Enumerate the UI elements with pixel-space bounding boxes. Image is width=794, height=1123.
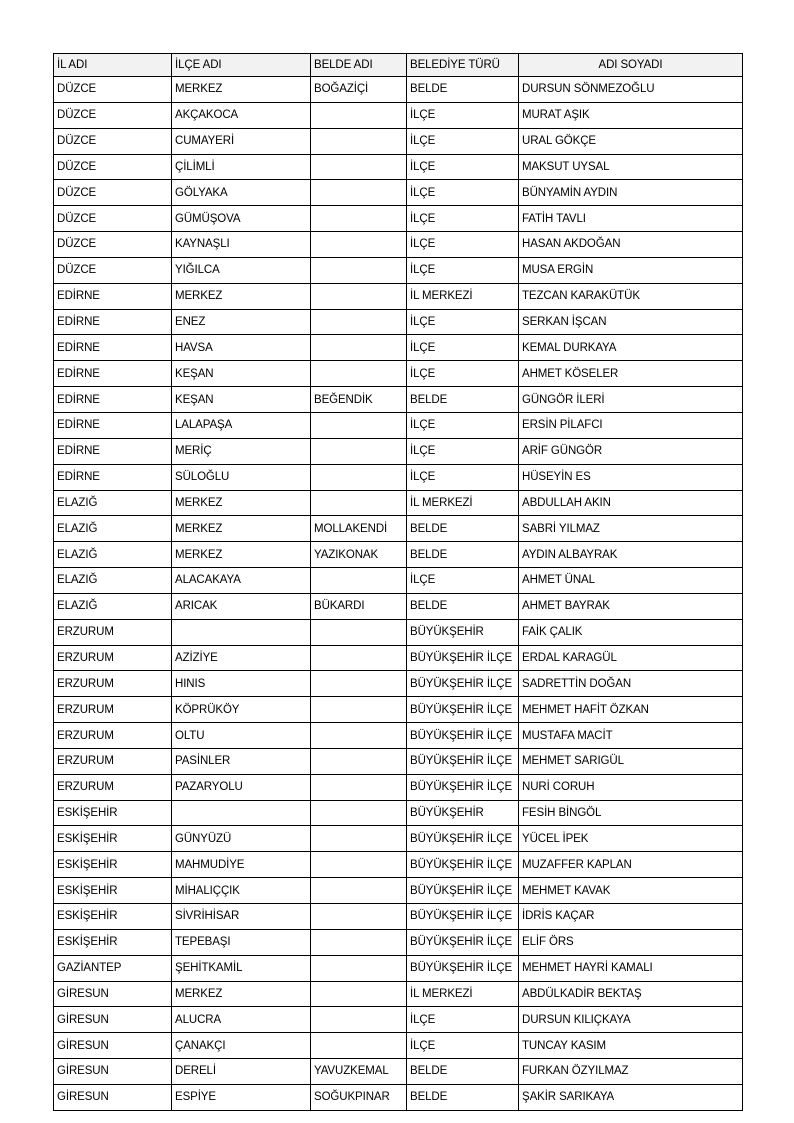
- cell-ilce-adi: PAZARYOLU: [172, 774, 311, 800]
- cell-belde-adi: BOĞAZİÇİ: [311, 77, 407, 103]
- cell-adi-soyadi: ABDÜLKADİR BEKTAŞ: [519, 981, 743, 1007]
- cell-adi-soyadi: ELİF ÖRS: [519, 929, 743, 955]
- cell-adi-soyadi: TEZCAN KARAKÜTÜK: [519, 283, 743, 309]
- cell-ilce-adi: LALAPAŞA: [172, 412, 311, 438]
- cell-belde-adi: MOLLAKENDİ: [311, 516, 407, 542]
- cell-il-adi: GİRESUN: [54, 1007, 172, 1033]
- cell-adi-soyadi: MEHMET HAFİT ÖZKAN: [519, 697, 743, 723]
- cell-ilce-adi: SİVRİHİSAR: [172, 904, 311, 930]
- cell-belde-adi: [311, 568, 407, 594]
- header-belediye-turu: BELEDİYE TÜRÜ: [407, 54, 519, 77]
- cell-ilce-adi: ÇİLİMLİ: [172, 154, 311, 180]
- cell-il-adi: EDİRNE: [54, 361, 172, 387]
- cell-belediye-turu: İLÇE: [407, 128, 519, 154]
- cell-adi-soyadi: HASAN AKDOĞAN: [519, 232, 743, 258]
- cell-belde-adi: [311, 800, 407, 826]
- table-row: [54, 232, 743, 258]
- cell-il-adi: ERZURUM: [54, 645, 172, 671]
- cell-il-adi: ESKİŞEHİR: [54, 826, 172, 852]
- cell-ilce-adi: ENEZ: [172, 309, 311, 335]
- cell-ilce-adi: SÜLOĞLU: [172, 464, 311, 490]
- cell-adi-soyadi: SERKAN İŞCAN: [519, 309, 743, 335]
- cell-adi-soyadi: YÜCEL İPEK: [519, 826, 743, 852]
- cell-il-adi: EDİRNE: [54, 438, 172, 464]
- cell-ilce-adi: OLTU: [172, 723, 311, 749]
- cell-belediye-turu: BÜYÜKŞEHİR İLÇE: [407, 748, 519, 774]
- cell-il-adi: EDİRNE: [54, 335, 172, 361]
- cell-adi-soyadi: AHMET KÖSELER: [519, 361, 743, 387]
- cell-ilce-adi: GÜNYÜZÜ: [172, 826, 311, 852]
- cell-belde-adi: [311, 697, 407, 723]
- cell-adi-soyadi: MUZAFFER KAPLAN: [519, 852, 743, 878]
- table-row: [54, 748, 743, 774]
- cell-adi-soyadi: NURİ CORUH: [519, 774, 743, 800]
- table-row: [54, 774, 743, 800]
- cell-belediye-turu: BÜYÜKŞEHİR İLÇE: [407, 645, 519, 671]
- header-row: [54, 54, 743, 77]
- cell-belde-adi: YAVUZKEMAL: [311, 1059, 407, 1085]
- cell-adi-soyadi: URAL GÖKÇE: [519, 128, 743, 154]
- cell-belediye-turu: BELDE: [407, 387, 519, 413]
- cell-il-adi: DÜZCE: [54, 102, 172, 128]
- table-row: [54, 593, 743, 619]
- cell-belde-adi: [311, 955, 407, 981]
- table-body: [54, 77, 743, 1111]
- cell-belediye-turu: İLÇE: [407, 102, 519, 128]
- cell-belediye-turu: BELDE: [407, 1084, 519, 1110]
- cell-belde-adi: [311, 748, 407, 774]
- cell-il-adi: EDİRNE: [54, 387, 172, 413]
- cell-ilce-adi: MERKEZ: [172, 490, 311, 516]
- cell-belediye-turu: BÜYÜKŞEHİR İLÇE: [407, 723, 519, 749]
- cell-belediye-turu: İL MERKEZİ: [407, 981, 519, 1007]
- table-row: [54, 671, 743, 697]
- cell-belediye-turu: BÜYÜKŞEHİR İLÇE: [407, 904, 519, 930]
- cell-belde-adi: BÜKARDI: [311, 593, 407, 619]
- table-row: [54, 619, 743, 645]
- cell-il-adi: ERZURUM: [54, 723, 172, 749]
- cell-belde-adi: [311, 154, 407, 180]
- cell-adi-soyadi: ABDULLAH AKIN: [519, 490, 743, 516]
- cell-ilce-adi: ÇANAKÇI: [172, 1033, 311, 1059]
- cell-il-adi: ERZURUM: [54, 748, 172, 774]
- cell-ilce-adi: GÜMÜŞOVA: [172, 206, 311, 232]
- mayors-table: [53, 53, 743, 1111]
- cell-ilce-adi: MERKEZ: [172, 77, 311, 103]
- cell-belde-adi: [311, 490, 407, 516]
- cell-belediye-turu: BÜYÜKŞEHİR İLÇE: [407, 929, 519, 955]
- cell-belde-adi: [311, 232, 407, 258]
- cell-il-adi: EDİRNE: [54, 283, 172, 309]
- table-row: [54, 387, 743, 413]
- cell-belde-adi: [311, 852, 407, 878]
- cell-belediye-turu: İLÇE: [407, 309, 519, 335]
- cell-adi-soyadi: HÜSEYİN ES: [519, 464, 743, 490]
- cell-ilce-adi: MİHALIÇÇIK: [172, 878, 311, 904]
- cell-adi-soyadi: TUNCAY KASIM: [519, 1033, 743, 1059]
- cell-belde-adi: SOĞUKPINAR: [311, 1084, 407, 1110]
- table-row: [54, 904, 743, 930]
- header-belde-adi: BELDE ADI: [311, 54, 407, 77]
- cell-belediye-turu: İLÇE: [407, 1007, 519, 1033]
- cell-il-adi: DÜZCE: [54, 180, 172, 206]
- cell-belde-adi: [311, 826, 407, 852]
- cell-belediye-turu: BELDE: [407, 516, 519, 542]
- cell-ilce-adi: DERELİ: [172, 1059, 311, 1085]
- cell-il-adi: DÜZCE: [54, 232, 172, 258]
- cell-adi-soyadi: FAİK ÇALIK: [519, 619, 743, 645]
- cell-il-adi: ESKİŞEHİR: [54, 929, 172, 955]
- table-row: [54, 1007, 743, 1033]
- cell-belediye-turu: BÜYÜKŞEHİR İLÇE: [407, 878, 519, 904]
- cell-ilce-adi: CUMAYERİ: [172, 128, 311, 154]
- cell-belde-adi: [311, 128, 407, 154]
- cell-belediye-turu: İLÇE: [407, 568, 519, 594]
- cell-ilce-adi: YIĞILCA: [172, 257, 311, 283]
- cell-adi-soyadi: DURSUN KILIÇKAYA: [519, 1007, 743, 1033]
- cell-belediye-turu: İLÇE: [407, 335, 519, 361]
- table-row: [54, 102, 743, 128]
- table-row: [54, 516, 743, 542]
- cell-ilce-adi: HINIS: [172, 671, 311, 697]
- cell-belde-adi: YAZIKONAK: [311, 542, 407, 568]
- cell-belde-adi: [311, 412, 407, 438]
- cell-ilce-adi: [172, 800, 311, 826]
- table-row: [54, 981, 743, 1007]
- table-row: [54, 180, 743, 206]
- cell-belde-adi: [311, 283, 407, 309]
- cell-belde-adi: [311, 102, 407, 128]
- cell-ilce-adi: HAVSA: [172, 335, 311, 361]
- cell-il-adi: EDİRNE: [54, 309, 172, 335]
- cell-ilce-adi: MERKEZ: [172, 516, 311, 542]
- table-row: [54, 1033, 743, 1059]
- table-row: [54, 568, 743, 594]
- table-row: [54, 852, 743, 878]
- cell-belediye-turu: İLÇE: [407, 438, 519, 464]
- table-row: [54, 257, 743, 283]
- cell-il-adi: GİRESUN: [54, 1084, 172, 1110]
- header-adi-soyadi: ADI SOYADI: [519, 54, 743, 77]
- cell-belediye-turu: BÜYÜKŞEHİR İLÇE: [407, 955, 519, 981]
- cell-belde-adi: [311, 180, 407, 206]
- cell-il-adi: DÜZCE: [54, 77, 172, 103]
- cell-adi-soyadi: MURAT AŞIK: [519, 102, 743, 128]
- cell-il-adi: GİRESUN: [54, 1059, 172, 1085]
- table-header: [54, 54, 743, 77]
- cell-il-adi: ELAZIĞ: [54, 490, 172, 516]
- cell-belde-adi: [311, 929, 407, 955]
- cell-ilce-adi: ALACAKAYA: [172, 568, 311, 594]
- cell-il-adi: ERZURUM: [54, 774, 172, 800]
- cell-il-adi: ERZURUM: [54, 619, 172, 645]
- table-row: [54, 1059, 743, 1085]
- cell-ilce-adi: AZİZİYE: [172, 645, 311, 671]
- cell-adi-soyadi: ERDAL KARAGÜL: [519, 645, 743, 671]
- cell-belediye-turu: İLÇE: [407, 1033, 519, 1059]
- cell-belde-adi: [311, 774, 407, 800]
- cell-ilce-adi: ESPİYE: [172, 1084, 311, 1110]
- cell-belediye-turu: BÜYÜKŞEHİR İLÇE: [407, 774, 519, 800]
- cell-belde-adi: [311, 723, 407, 749]
- table-row: [54, 361, 743, 387]
- cell-belde-adi: [311, 335, 407, 361]
- cell-belde-adi: [311, 619, 407, 645]
- cell-adi-soyadi: FATİH TAVLI: [519, 206, 743, 232]
- cell-adi-soyadi: AHMET BAYRAK: [519, 593, 743, 619]
- cell-belediye-turu: BELDE: [407, 542, 519, 568]
- header-il-adi: İL ADI: [54, 54, 172, 77]
- cell-belde-adi: [311, 1007, 407, 1033]
- cell-ilce-adi: MAHMUDİYE: [172, 852, 311, 878]
- cell-adi-soyadi: MEHMET SARIGÜL: [519, 748, 743, 774]
- table-row: [54, 283, 743, 309]
- table-row: [54, 645, 743, 671]
- table-row: [54, 878, 743, 904]
- header-ilce-adi: İLÇE ADI: [172, 54, 311, 77]
- cell-adi-soyadi: AHMET ÜNAL: [519, 568, 743, 594]
- cell-belediye-turu: BELDE: [407, 1059, 519, 1085]
- cell-ilce-adi: ALUCRA: [172, 1007, 311, 1033]
- table-row: [54, 464, 743, 490]
- cell-belde-adi: [311, 361, 407, 387]
- table-row: [54, 206, 743, 232]
- cell-ilce-adi: KÖPRÜKÖY: [172, 697, 311, 723]
- table-row: [54, 128, 743, 154]
- table-row: [54, 77, 743, 103]
- table-row: [54, 1084, 743, 1110]
- cell-ilce-adi: AKÇAKOCA: [172, 102, 311, 128]
- cell-adi-soyadi: İDRİS KAÇAR: [519, 904, 743, 930]
- table-row: [54, 412, 743, 438]
- table-row: [54, 490, 743, 516]
- cell-belde-adi: [311, 206, 407, 232]
- cell-belediye-turu: BÜYÜKŞEHİR: [407, 800, 519, 826]
- cell-belediye-turu: BÜYÜKŞEHİR İLÇE: [407, 852, 519, 878]
- cell-ilce-adi: KEŞAN: [172, 361, 311, 387]
- cell-il-adi: ERZURUM: [54, 697, 172, 723]
- cell-adi-soyadi: SABRİ YILMAZ: [519, 516, 743, 542]
- table-row: [54, 955, 743, 981]
- cell-belde-adi: [311, 257, 407, 283]
- cell-belediye-turu: BELDE: [407, 593, 519, 619]
- cell-il-adi: ESKİŞEHİR: [54, 852, 172, 878]
- cell-adi-soyadi: ŞAKİR SARIKAYA: [519, 1084, 743, 1110]
- cell-adi-soyadi: FESİH BİNGÖL: [519, 800, 743, 826]
- cell-adi-soyadi: AYDIN ALBAYRAK: [519, 542, 743, 568]
- cell-belediye-turu: İLÇE: [407, 154, 519, 180]
- cell-adi-soyadi: FURKAN ÖZYILMAZ: [519, 1059, 743, 1085]
- table-row: [54, 154, 743, 180]
- cell-il-adi: DÜZCE: [54, 154, 172, 180]
- cell-adi-soyadi: MUSA ERGİN: [519, 257, 743, 283]
- table-row: [54, 826, 743, 852]
- cell-belediye-turu: İLÇE: [407, 180, 519, 206]
- table-row: [54, 309, 743, 335]
- cell-il-adi: EDİRNE: [54, 412, 172, 438]
- table-row: [54, 697, 743, 723]
- cell-il-adi: EDİRNE: [54, 464, 172, 490]
- table-row: [54, 800, 743, 826]
- cell-belediye-turu: İLÇE: [407, 257, 519, 283]
- cell-belde-adi: [311, 878, 407, 904]
- cell-il-adi: ELAZIĞ: [54, 542, 172, 568]
- cell-ilce-adi: [172, 619, 311, 645]
- cell-ilce-adi: MERKEZ: [172, 283, 311, 309]
- cell-ilce-adi: KEŞAN: [172, 387, 311, 413]
- cell-adi-soyadi: GÜNGÖR İLERİ: [519, 387, 743, 413]
- cell-adi-soyadi: DURSUN SÖNMEZOĞLU: [519, 77, 743, 103]
- cell-ilce-adi: ARICAK: [172, 593, 311, 619]
- cell-belediye-turu: İLÇE: [407, 232, 519, 258]
- cell-il-adi: GAZİANTEP: [54, 955, 172, 981]
- cell-il-adi: GİRESUN: [54, 981, 172, 1007]
- cell-il-adi: ESKİŞEHİR: [54, 904, 172, 930]
- cell-adi-soyadi: MEHMET KAVAK: [519, 878, 743, 904]
- cell-adi-soyadi: KEMAL DURKAYA: [519, 335, 743, 361]
- cell-belediye-turu: İLÇE: [407, 206, 519, 232]
- cell-belediye-turu: İLÇE: [407, 361, 519, 387]
- table-row: [54, 723, 743, 749]
- cell-il-adi: ELAZIĞ: [54, 568, 172, 594]
- cell-ilce-adi: GÖLYAKA: [172, 180, 311, 206]
- cell-il-adi: ESKİŞEHİR: [54, 800, 172, 826]
- cell-belde-adi: [311, 904, 407, 930]
- cell-il-adi: GİRESUN: [54, 1033, 172, 1059]
- cell-il-adi: DÜZCE: [54, 128, 172, 154]
- cell-ilce-adi: KAYNAŞLI: [172, 232, 311, 258]
- cell-belediye-turu: BELDE: [407, 77, 519, 103]
- table-row: [54, 929, 743, 955]
- cell-belediye-turu: İLÇE: [407, 412, 519, 438]
- cell-ilce-adi: MERİÇ: [172, 438, 311, 464]
- cell-adi-soyadi: MAKSUT UYSAL: [519, 154, 743, 180]
- cell-adi-soyadi: ERSİN PİLAFCI: [519, 412, 743, 438]
- table-row: [54, 335, 743, 361]
- cell-ilce-adi: PASİNLER: [172, 748, 311, 774]
- cell-belde-adi: [311, 464, 407, 490]
- cell-belediye-turu: BÜYÜKŞEHİR: [407, 619, 519, 645]
- cell-belediye-turu: BÜYÜKŞEHİR İLÇE: [407, 697, 519, 723]
- cell-ilce-adi: MERKEZ: [172, 981, 311, 1007]
- cell-ilce-adi: TEPEBAŞI: [172, 929, 311, 955]
- cell-belediye-turu: BÜYÜKŞEHİR İLÇE: [407, 671, 519, 697]
- cell-ilce-adi: ŞEHİTKAMİL: [172, 955, 311, 981]
- cell-il-adi: ERZURUM: [54, 671, 172, 697]
- cell-il-adi: ELAZIĞ: [54, 516, 172, 542]
- cell-belde-adi: [311, 1033, 407, 1059]
- cell-belediye-turu: BÜYÜKŞEHİR İLÇE: [407, 826, 519, 852]
- cell-belde-adi: BEĞENDİK: [311, 387, 407, 413]
- table-row: [54, 438, 743, 464]
- cell-ilce-adi: MERKEZ: [172, 542, 311, 568]
- cell-il-adi: DÜZCE: [54, 257, 172, 283]
- cell-adi-soyadi: MUSTAFA MACİT: [519, 723, 743, 749]
- cell-belde-adi: [311, 438, 407, 464]
- cell-adi-soyadi: ARİF GÜNGÖR: [519, 438, 743, 464]
- cell-il-adi: ELAZIĞ: [54, 593, 172, 619]
- cell-belediye-turu: İL MERKEZİ: [407, 283, 519, 309]
- cell-adi-soyadi: BÜNYAMİN AYDIN: [519, 180, 743, 206]
- table-row: [54, 542, 743, 568]
- cell-adi-soyadi: MEHMET HAYRİ KAMALI: [519, 955, 743, 981]
- cell-belde-adi: [311, 645, 407, 671]
- cell-belediye-turu: İLÇE: [407, 464, 519, 490]
- cell-il-adi: DÜZCE: [54, 206, 172, 232]
- cell-belde-adi: [311, 309, 407, 335]
- cell-belde-adi: [311, 671, 407, 697]
- cell-adi-soyadi: SADRETTİN DOĞAN: [519, 671, 743, 697]
- cell-belediye-turu: İL MERKEZİ: [407, 490, 519, 516]
- cell-belde-adi: [311, 981, 407, 1007]
- cell-il-adi: ESKİŞEHİR: [54, 878, 172, 904]
